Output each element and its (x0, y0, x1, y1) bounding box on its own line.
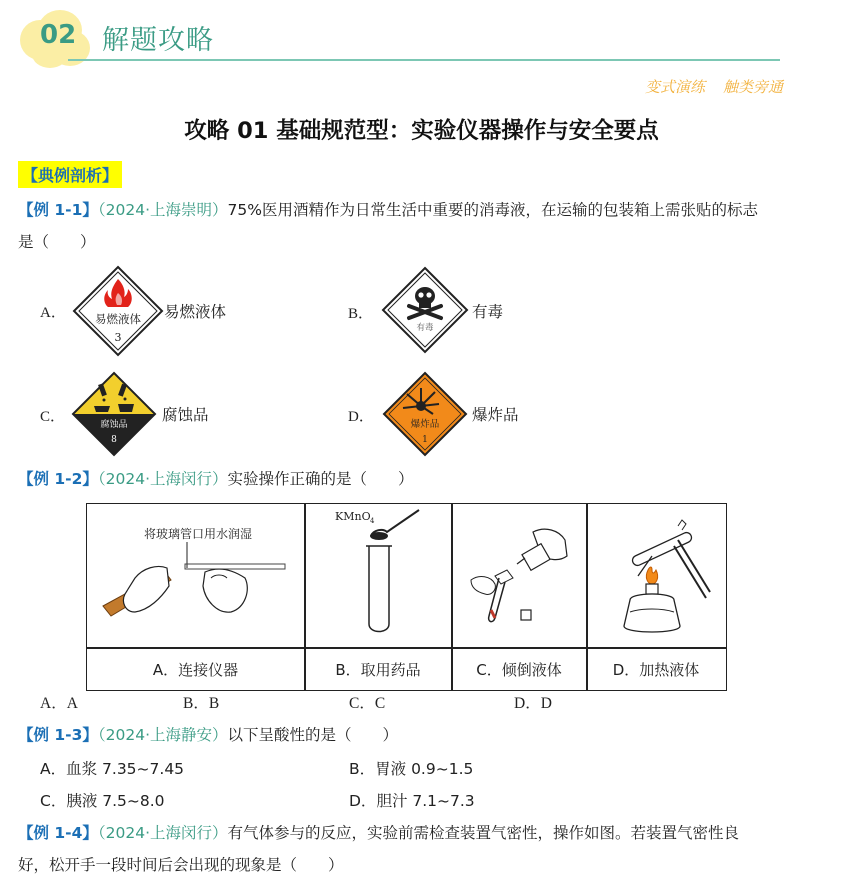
sign-d-number: 1 (422, 435, 428, 445)
option-d (514, 689, 552, 719)
example-1-1-stem (18, 195, 758, 225)
corrosive-sign-icon (70, 370, 158, 458)
section-tag: 【典例剖析】 (18, 161, 122, 188)
option-a (40, 689, 78, 719)
sign-c-number: 8 (111, 435, 117, 445)
option-a-text: 易燃液体 (164, 303, 227, 321)
option-label: D． (514, 695, 541, 712)
option-text: B (208, 695, 220, 712)
connect-apparatus-illustration (95, 520, 301, 644)
example-source: （2024·上海崇明） (97, 201, 228, 219)
table-caption-c: C．倾倒液体 (476, 661, 562, 679)
table-divider (87, 647, 726, 649)
flammable-liquid-sign-icon (72, 265, 164, 357)
sign-a-number: 3 (114, 331, 122, 344)
option-c-label: C． (40, 409, 66, 425)
example-tag: 【例 1-4】 (18, 824, 98, 842)
reagent-subscript: 4 (370, 517, 375, 525)
example-text: 75%医用酒精作为日常生活中重要的消毒液，在运输的包装箱上需张贴的标志 (227, 201, 758, 219)
take-reagent-illustration (307, 506, 449, 646)
option-label: A． (40, 695, 67, 712)
page-title: 攻略 01 基础规范型：实验仪器操作与安全要点 (184, 118, 659, 144)
example-source: （2024·上海闵行） (97, 824, 228, 842)
header-title: 解题攻略 (102, 25, 214, 56)
example-tag: 【例 1-3】 (18, 726, 98, 744)
example-text: 有气体参与的反应，实验前需检查装置气密性，操作如图。若装置气密性良 (227, 824, 740, 842)
example-1-3-stem (18, 720, 398, 750)
toxic-sign-icon (381, 266, 469, 354)
example-1-4-stem-cont: 好，松开手一段时间后会出现的现象是（ ） (18, 856, 344, 874)
option-a-label: A． (40, 305, 66, 321)
option-text: 胰液 7.5~8.0 (66, 792, 165, 810)
example-source: （2024·上海静安） (97, 726, 228, 744)
option-label: A． (40, 760, 67, 778)
example-text: 以下呈酸性的是（ ） (227, 726, 399, 744)
pour-liquid-illustration (455, 518, 583, 644)
option-a (40, 754, 184, 784)
option-text: C (374, 695, 386, 712)
option-text: 血浆 7.35~7.45 (66, 760, 185, 778)
option-label: C． (349, 695, 375, 712)
option-b (349, 754, 473, 784)
option-c (349, 689, 385, 719)
slogan-part-2: 触类旁通 (723, 78, 784, 96)
example-source: （2024·上海闵行） (97, 470, 228, 488)
option-text: 胃液 0.9~1.5 (375, 760, 474, 778)
example-1-1-stem-cont: 是（ ） (18, 233, 96, 251)
example-1-4-stem (18, 818, 739, 848)
option-d-label: D． (348, 409, 374, 425)
example-text: 实验操作正确的是（ ） (227, 470, 414, 488)
option-text: 胆汁 7.1~7.3 (376, 792, 475, 810)
option-c (40, 786, 165, 816)
heat-liquid-illustration (590, 516, 724, 644)
slogan-part-1: 变式演练 (645, 78, 706, 96)
option-label: D． (349, 792, 377, 810)
example-1-2-stem (18, 464, 414, 494)
operations-table (86, 503, 727, 691)
explosive-sign-icon (381, 370, 469, 458)
option-b (183, 689, 219, 719)
sign-c-text: 腐蚀品 (100, 420, 128, 430)
option-c-text: 腐蚀品 (162, 406, 209, 424)
option-text: D (540, 695, 552, 712)
example-tag: 【例 1-1】 (18, 201, 98, 219)
table-caption-a: A．连接仪器 (152, 661, 239, 679)
section-number-badge: 02 (40, 20, 77, 50)
option-label: B． (349, 760, 376, 778)
sign-d-text: 爆炸品 (410, 419, 440, 430)
option-text: A (66, 695, 78, 712)
table-caption-d: D．加热液体 (612, 661, 700, 679)
reagent-formula: KMnO (335, 510, 371, 523)
option-b-label: B． (348, 306, 374, 322)
header-slogan (645, 76, 801, 97)
option-label: C． (40, 792, 67, 810)
table-caption-b: B．取用药品 (335, 661, 421, 679)
header-divider (68, 59, 780, 61)
option-label: B． (183, 695, 209, 712)
sign-a-text: 易燃液体 (95, 312, 141, 326)
option-b-text: 有毒 (472, 303, 504, 321)
example-tag: 【例 1-2】 (18, 470, 98, 488)
sign-b-text: 有毒 (416, 323, 434, 333)
illustration-note: 将玻璃管口用水润湿 (143, 527, 253, 541)
option-d-text: 爆炸品 (472, 406, 519, 424)
option-d (349, 786, 475, 816)
